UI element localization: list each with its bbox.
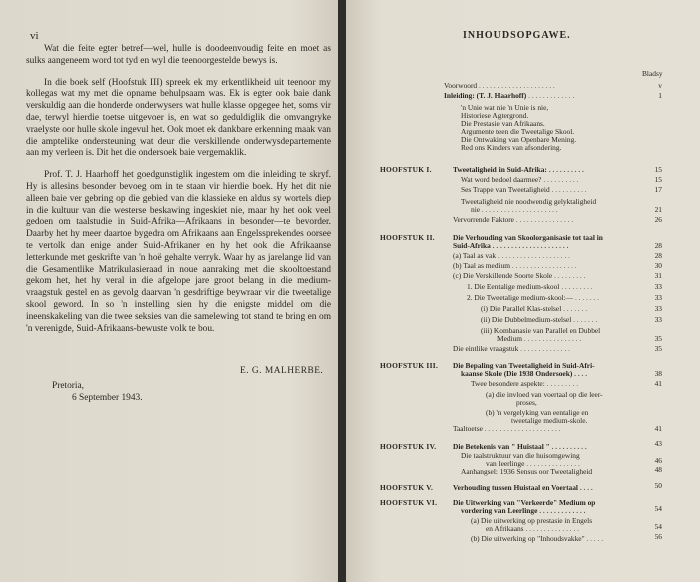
toc-page: 31 (654, 271, 662, 280)
toc-entry: (ii) Die Dubbelmedium-stelsel . . . . . . . (481, 315, 598, 324)
toc-page: 38 (654, 369, 662, 378)
toc-entry: Die Betekenis van " Huistaal " . . . . . . . . . . (453, 442, 587, 451)
toc-entry: Inleiding: (T. J. Haarhoff) . . . . . . . . . . . . . (444, 91, 575, 100)
chapter-label: HOOFSTUK V. (380, 483, 434, 492)
toc-entry: proses, (516, 398, 537, 407)
toc-entry: Medium . . . . . . . . . . . . . . . . (497, 334, 582, 343)
toc-entry: en Afrikaans . . . . . . . . . . . . . . . (486, 524, 580, 533)
toc-entry: Die Prestasie van Afrikaans. (461, 119, 545, 128)
toc-page: 17 (654, 185, 662, 194)
toc-entry: Wat word bedoel daarmee? . . . . . . . . . . (461, 175, 579, 184)
paragraph: In die boek self (Hoofstuk III) spreek ek my erkentlikheid uit teenoor my kollegas wat my met die opname behulpsaam was. Ek is egter ook baie dank verskuldig aan die honderde onderwysers wat hulle klasse opgegee het, soms vir dae, terwyl hierdie toetse uitgevoer is, en wat so geduldiglik die omvangryke vraelyste oor hulle skole ingevul het. Ook moet ek dankbare erkenning maak van die amptelike ondersteuning wat deur die verskillende onderwysdepartemente aan my verleen is. Dit het die ondersoek baie vergemaklik. (26, 77, 331, 159)
toc-page: 46 (654, 456, 662, 465)
column-header: Bladsy (642, 69, 663, 78)
table-of-contents (346, 0, 700, 582)
toc-entry: 'n Unie wat nie 'n Unie is nie, (461, 103, 549, 112)
toc-page: 28 (654, 251, 662, 260)
toc-entry: Die Ontwaking van Openbare Mening. (461, 135, 577, 144)
toc-entry: kaanse Skole (Die 1938 Ondersoek) . . . . (461, 369, 588, 378)
toc-entry: 1. Die Eentalige medium-skool . . . . . . . . . (467, 282, 593, 291)
toc-entry: tweetalige medium-skole. (511, 416, 588, 425)
date: 6 September 1943. (72, 393, 143, 403)
toc-page: 1 (658, 91, 662, 100)
toc-page: 54 (654, 522, 662, 531)
toc-entry: (iii) Kombanasie van Parallel en Dubbel (481, 326, 601, 335)
toc-page: 26 (654, 215, 662, 224)
left-page (0, 0, 340, 582)
toc-entry: Die eintlike vraagstuk . . . . . . . . . . . . . . (453, 344, 571, 353)
toc-page: 56 (654, 532, 662, 541)
toc-entry: Aanhangsel: 1936 Sensus oor Tweetaligheid (461, 467, 593, 476)
toc-entry: Die Bepaling van Tweetaligheid in Suid-Afri- (453, 361, 595, 370)
chapter-label: HOOFSTUK II. (380, 233, 435, 242)
toc-entry: (b) Die uitwerking op "Inhoudsvakke" . . . . . (471, 534, 604, 543)
toc-page: 33 (654, 282, 662, 291)
toc-page: 21 (654, 205, 662, 214)
toc-page: v (658, 81, 662, 90)
toc-entry: nie . . . . . . . . . . . . . . . . . . . . . (471, 205, 558, 214)
chapter-label: HOOFSTUK I. (380, 165, 432, 174)
toc-entry: (b) 'n vergelyking van eentalige en (486, 408, 589, 417)
toc-entry: (a) die invloed van voertaal op die leer- (486, 390, 603, 399)
page-number: vi (30, 30, 39, 42)
toc-title: INHOUDSOPGAWE. (463, 30, 571, 41)
preface-text (26, 44, 331, 345)
toc-page: 48 (654, 465, 662, 474)
toc-entry: Suid-Afrika . . . . . . . . . . . . . . . . . . . . . (453, 241, 569, 250)
toc-entry: (b) Taal as medium . . . . . . . . . . . . . . . . . . (453, 261, 577, 270)
toc-entry: (i) Die Parallel Klas-stelsel . . . . . . . (481, 304, 588, 313)
toc-entry: van leerlinge . . . . . . . . . . . . . . . (486, 459, 580, 468)
toc-entry: 2. Die Tweetalige medium-skool:— . . . . . . . (467, 293, 599, 302)
toc-entry: Vervorrende Faktore . . . . . . . . . . . . . . . . (453, 215, 574, 224)
chapter-label: HOOFSTUK VI. (380, 498, 438, 507)
toc-entry: Taaltoetse . . . . . . . . . . . . . . . . . . . . . (453, 424, 561, 433)
toc-entry: Argumente teen die Tweetalige Skool. (461, 127, 575, 136)
toc-entry: (a) Taal as vak . . . . . . . . . . . . . . . . . . . . (453, 251, 570, 260)
chapter-label: HOOFSTUK IV. (380, 442, 437, 451)
toc-entry: (c) Die Verskillende Soorte Skole . . . . . . . . . (453, 271, 586, 280)
toc-entry: Twee besondere aspekte: . . . . . . . . . (471, 379, 579, 388)
toc-entry: Tweetaligheid in Suid-Afrika: . . . . . . . . . . (453, 165, 584, 174)
toc-entry: Historiese Agtergrond. (461, 111, 529, 120)
toc-page: 41 (654, 379, 662, 388)
toc-page: 30 (654, 261, 662, 270)
chapter-label: HOOFSTUK III. (380, 361, 439, 370)
paragraph: Prof. T. J. Haarhoff het goedgunstiglik ingestem om die inleiding te skryf. Hy is allesins besonder bevoeg om in te staan vir hierdie boek. Hy het dit nie alleen baie ver gebring op die gebied van die klassieke en aldus sy wortels diep in die kultuur van die westerse beskawing ingeskiet nie, maar hy het ook veel gedoen om taalstudie in Suid-Afrika—Afrikaans in besonder—te bevorder. Daarby het hy meer daartoe bygedra om Afrikaans aan Engelssprekendes oorsee te vertolk dan enige ander Suid-Afrikaner en hy het ook die Afrikaanse letterkunde met geskrifte van 'n hoë gehalte verryk. Waar hy as jarelange lid van die Gesamentlike Matrikulasieraad in noue aanraking met die skooltoestand gekom het, het hy veral in die afgelope jare groot belang in die medium-vraagstuk gestel en as gevolg daarvan 'n gesdriftige beywraar vir die tweetalige skool geword. In so 'n instelling sien hy die enigste middel om die ineenskakeling van die twee seksies van die samelewing tot stand te bring en om 'n verenigde, Suid-Afrikaans-bewuste volk te bou. (26, 170, 331, 334)
toc-entry: vordering van Leerlinge . . . . . . . . . . . . . (461, 506, 586, 515)
toc-entry: Red ons Kinders van afsondering. (461, 143, 562, 152)
place: Pretoria, (52, 381, 85, 391)
right-page (346, 0, 700, 582)
toc-page: 33 (654, 304, 662, 313)
toc-page: 33 (654, 293, 662, 302)
toc-page: 28 (654, 241, 662, 250)
toc-page: 43 (654, 439, 662, 448)
toc-page: 15 (654, 175, 662, 184)
toc-page: 50 (654, 481, 662, 490)
paragraph: Wat die feite egter betref—wel, hulle is doodeenvoudig feite en moet as sulks aangeneem word tot tyd en wyl die teenoorgestelde bewys is. (26, 44, 331, 66)
toc-entry: Ses Trappe van Tweetaligheid . . . . . . . . . . (461, 185, 587, 194)
toc-page: 15 (654, 165, 662, 174)
toc-page: 41 (654, 424, 662, 433)
toc-entry: Verhouding tussen Huistaal en Voertaal . . . . (453, 483, 593, 492)
toc-entry: Die taalstruktuur van die huisomgewing (461, 451, 580, 460)
toc-page: 54 (654, 504, 662, 513)
toc-page: 33 (654, 315, 662, 324)
toc-entry: Die Uitwerking van "Verkeerde" Medium op (453, 498, 596, 507)
toc-page: 35 (654, 344, 662, 353)
toc-entry: (a) Die uitwerking op prestasie in Engels (471, 516, 593, 525)
toc-page: 35 (654, 334, 662, 343)
author-signature: E. G. MALHERBE. (240, 366, 324, 376)
toc-entry: Die Verhouding van Skoolorganisasie tot taal in (453, 233, 603, 242)
toc-entry: Tweetaligheid nie noodwendig gelyktaligheid (461, 197, 597, 206)
toc-entry: Voorwoord . . . . . . . . . . . . . . . . . . . . . (444, 81, 555, 90)
